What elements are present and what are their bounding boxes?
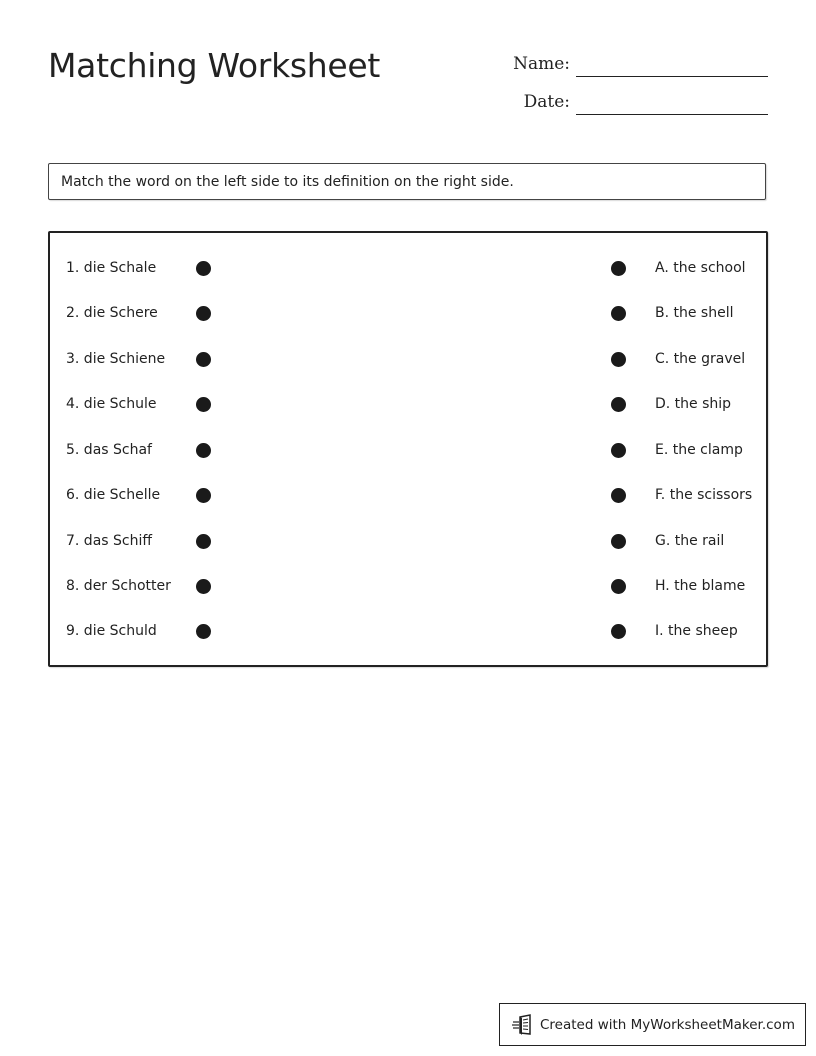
match-row [50, 530, 766, 554]
term-3: 3. die Schiene [66, 351, 166, 367]
match-row [50, 302, 766, 326]
definition-g: G. the rail [655, 533, 725, 549]
definition-i-connector-dot[interactable] [611, 624, 626, 639]
definition-a-connector-dot[interactable] [611, 261, 626, 276]
term-8: 8. der Schotter [66, 578, 171, 594]
term-1: 1. die Schale [66, 260, 157, 276]
definition-e: E. the clamp [655, 442, 743, 458]
definition-d-connector-dot[interactable] [611, 397, 626, 412]
term-3-connector-dot[interactable] [196, 352, 211, 367]
instructions-text: Match the word on the left side to its definition on the right side. [61, 174, 514, 190]
date-field[interactable] [576, 114, 768, 115]
term-7: 7. das Schiff [66, 533, 153, 549]
definition-h-connector-dot[interactable] [611, 579, 626, 594]
term-5: 5. das Schaf [66, 442, 152, 458]
term-1-connector-dot[interactable] [196, 261, 211, 276]
page-title: Matching Worksheet [48, 46, 381, 85]
definition-h: H. the blame [655, 578, 746, 594]
term-9: 9. die Schuld [66, 623, 157, 639]
definition-i: I. the sheep [655, 623, 738, 639]
definition-g-connector-dot[interactable] [611, 534, 626, 549]
term-2: 2. die Schere [66, 305, 158, 321]
definition-b-connector-dot[interactable] [611, 306, 626, 321]
definition-f: F. the scissors [655, 487, 753, 503]
term-4: 4. die Schule [66, 396, 157, 412]
name-label: Name: [513, 54, 570, 74]
definition-f-connector-dot[interactable] [611, 488, 626, 503]
matching-area [48, 231, 768, 667]
definition-b: B. the shell [655, 305, 734, 321]
term-2-connector-dot[interactable] [196, 306, 211, 321]
definition-c-connector-dot[interactable] [611, 352, 626, 367]
term-5-connector-dot[interactable] [196, 443, 211, 458]
footer-text: Created with MyWorksheetMaker.com [540, 1017, 795, 1033]
term-6: 6. die Schelle [66, 487, 161, 503]
date-label: Date: [523, 92, 570, 112]
worksheet-maker-logo-icon [512, 1014, 534, 1036]
match-row [50, 620, 766, 644]
term-9-connector-dot[interactable] [196, 624, 211, 639]
term-7-connector-dot[interactable] [196, 534, 211, 549]
name-field[interactable] [576, 76, 768, 77]
definition-e-connector-dot[interactable] [611, 443, 626, 458]
definition-d: D. the ship [655, 396, 732, 412]
match-row [50, 575, 766, 599]
term-6-connector-dot[interactable] [196, 488, 211, 503]
match-row [50, 393, 766, 417]
match-row [50, 257, 766, 281]
term-4-connector-dot[interactable] [196, 397, 211, 412]
definition-c: C. the gravel [655, 351, 746, 367]
match-row [50, 484, 766, 508]
definition-a: A. the school [655, 260, 746, 276]
instructions-box [48, 163, 766, 200]
match-row [50, 348, 766, 372]
match-row [50, 439, 766, 463]
footer-credit[interactable] [499, 1003, 806, 1046]
term-8-connector-dot[interactable] [196, 579, 211, 594]
